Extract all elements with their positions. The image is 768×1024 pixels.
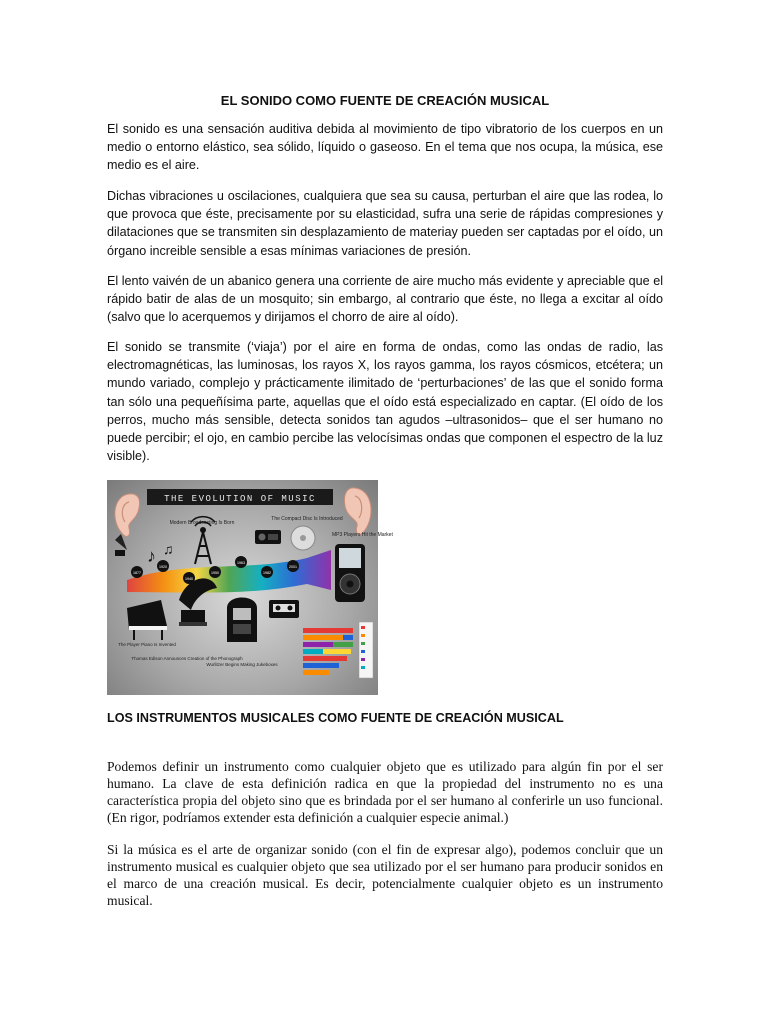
music-note-icon: ♪ [147,546,156,566]
year-label: 1950 [211,571,219,575]
year-label: 1920 [159,565,167,569]
jukebox-icon [227,598,257,643]
gramophone-icon [115,534,127,556]
year-label: 1963 [237,561,245,565]
infographic-svg [107,480,393,695]
section-title-instruments: LOS INSTRUMENTOS MUSICALES COMO FUENTE DE CREACIÓN MUSICAL [107,711,564,725]
section-title-sound: EL SONIDO COMO FUENTE DE CREACIÓN MUSICAL [220,93,550,108]
label-mp3: MP3 Players Hit the Market [332,532,393,538]
radio-icon [255,530,281,544]
evolution-of-music-infographic [107,480,393,695]
piano-icon [127,600,167,640]
year-label: 1982 [263,571,271,575]
left-ear-icon [115,494,140,536]
label-jukebox: Wurlitzer Begins Making Jukeboxes [206,662,278,667]
year-label: 2001 [289,565,297,569]
music-notes-icon: ♫ [163,541,174,557]
year-label: 1940 [185,577,193,581]
label-cd: The Compact Disc Is Introduced [271,516,343,522]
paragraph-1: El sonido es una sensación auditiva debida al movimiento de tipo vibratorio de los cuerpos en un medio o entorno elástico, sea sólido, líquido o gaseoso. En el tema que nos ocupa, la música, ese medio es el aire. [107,122,663,173]
mp3-player-icon [335,544,365,602]
right-ear-icon [344,488,370,534]
paragraph-5: Podemos definir un instrumento como cualquier objeto que es utilizado para algún fin por el ser humano. La clave de esta definición radica en que la propiedad del instrumento no es una característica propia del objeto sino que es brindada por el ser humano al conferirle un uso funcional. (En rigor, podríamos extender esta definición a cualquier especie animal.) [107,759,663,825]
paragraph-4: El sonido se transmite (‘viaja’) por el aire en forma de ondas, como las ondas de radio, las electromagnéticas, las luminosas, los rayos X, los rayos gamma, los rayos cósmicos, etcétera; un mundo variado, complejo y prácticamente ilimitado de ‘perturbaciones’ de las que el sonido forma tan sólo una pequeñísima parte, aquellas que el oído está especializado en captar. (El oído de los perros, mucho más sensible, detecta sonidos tan agudos –ultrasonidos– que el ser humano no puede percibir; el ojo, en cambio percibe las velocísimas ondas que componen el espectro de la luz visible). [107,340,663,464]
compact-disc-icon [291,526,315,550]
paragraph-3: El lento vaivén de un abanico genera una corriente de aire mucho más evidente y apreciable que el rápido batir de alas de un mosquito; sin embargo, al contrario que éste, no llega a excitar al oído (salvo que lo acerquemos y dirijamos el chorro de aire al oído). [107,274,663,325]
paragraph-2: Dichas vibraciones u oscilaciones, cualquiera que sea su causa, perturban el aire que las rodea, lo que provoca que éste, precisamente por su elasticidad, sufra una serie de rápidas compresiones y dilataciones que se transmiten sin desplazamiento de materiay pueden ser captadas por el oído, un órgano increible sensible a esas mínimas variaciones de presión. [107,189,663,258]
banner-title: THE EVOLUTION OF MUSIC [164,494,316,504]
label-radio: Modern Broadcasting Is Born [169,520,235,526]
year-label: 1877 [133,571,141,575]
cassette-icon [269,600,299,618]
sales-bar-chart [303,622,373,678]
label-edison: Thomas Edison Announces Creation of the Phonograph [131,656,243,661]
paragraph-6: Si la música es el arte de organizar sonido (con el fin de expresar algo), podemos concluir que un instrumento musical es cualquier objeto que sea utilizado por el ser humano para producir sonidos en el marco de una creación musical. Es decir, potencialmente cualquier objeto es un instrumento musical. [107,842,663,908]
rainbow-beam [127,550,331,593]
label-piano: The Player Piano Is Invented [118,642,176,647]
